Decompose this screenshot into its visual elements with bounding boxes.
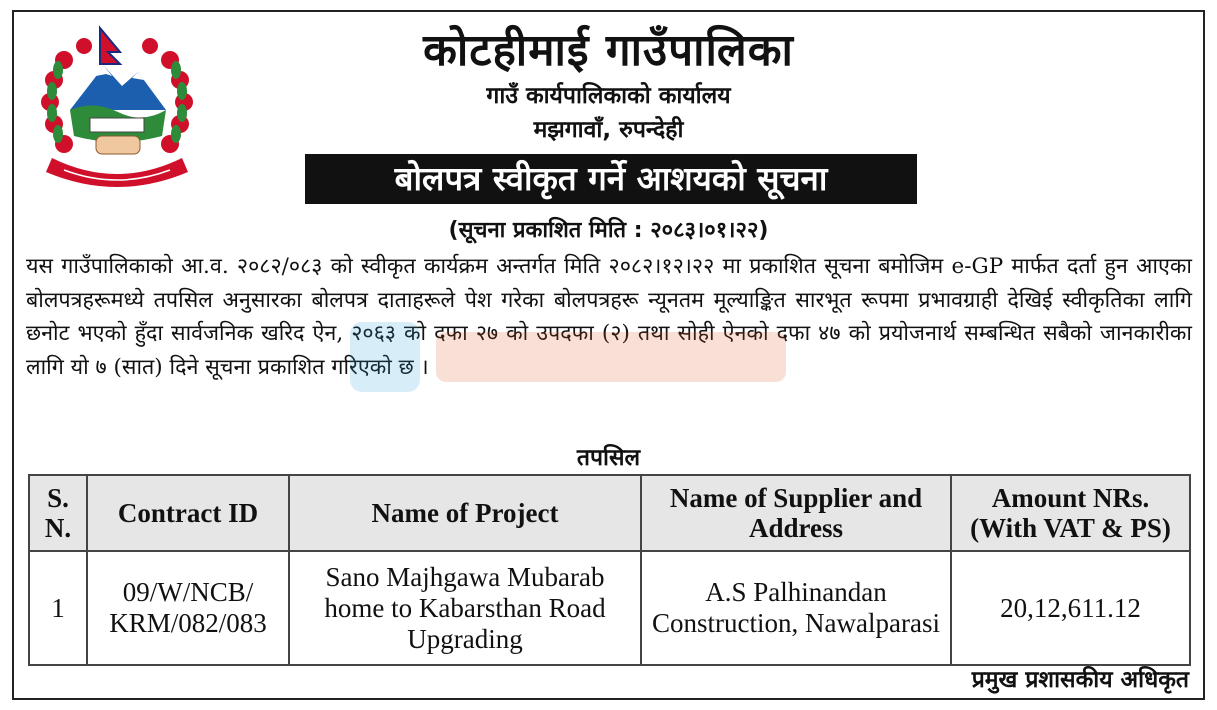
- signature-title: प्रमुख प्रशासकीय अधिकृत: [971, 667, 1189, 693]
- cell-supplier: A.S Palhinandan Construction, Nawalparasi: [641, 551, 951, 665]
- header-amount: Amount NRs. (With VAT & PS): [951, 475, 1190, 551]
- contracts-table: [28, 474, 1191, 666]
- header-supplier: Name of Supplier and Address: [641, 475, 951, 551]
- org-name: कोटहीमाई गाउँपालिका: [423, 25, 794, 76]
- cell-contract-id: 09/W/NCB/ KRM/082/083: [87, 551, 289, 665]
- cell-project-name: Sano Majhgawa Mubarab home to Kabarsthan Road Upgrading: [289, 551, 641, 665]
- publication-date: (सूचना प्रकाशित मिति : २०८३।०१।२२): [448, 218, 769, 243]
- cell-sn: 1: [29, 551, 87, 665]
- header-sn: S. N.: [29, 475, 87, 551]
- cell-amount: 20,12,611.12: [951, 551, 1190, 665]
- header-project-name: Name of Project: [289, 475, 641, 551]
- notice-title: बोलपत्र स्वीकृत गर्ने आशयको सूचना: [305, 154, 917, 204]
- office-name: गाउँ कार्यपालिकाको कार्यालय: [486, 83, 731, 109]
- header-contract-id: Contract ID: [87, 475, 289, 551]
- table-heading: तपसिल: [576, 445, 641, 471]
- table-header-row: [29, 475, 1190, 551]
- table-row: [29, 551, 1190, 665]
- notice-body: यस गाउँपालिकाको आ.व. २०८२/०८३ को स्वीकृत कार्यक्रम अन्तर्गत मिति २०८२।१२।२२ मा प्रकाशित सूचना बमोजिम e-GP मार्फत दर्ता हुन आएका बोलपत्रहरूमध्ये तपसिल अनुसारका बोलपत्र दाताहरूले पेश गरेका बोलपत्रहरू न्यूनतम मूल्याङ्कित सारभूत रूपमा प्रभावग्राही देखिई स्वीकृतिका लागि छनोट भएको हुँदा सार्वजनिक खरिद ऐन, २०६३ को दफा २७ को उपदफा (२) तथा सोही ऐनको दफा ४७ को प्रयोजनार्थ सम्बन्धित सबैको जानकारीका लागि यो ७ (सात) दिने सूचना प्रकाशित गरिएको छ ।: [26, 254, 1192, 380]
- office-address: मझगावाँ, रुपन्देही: [533, 117, 684, 143]
